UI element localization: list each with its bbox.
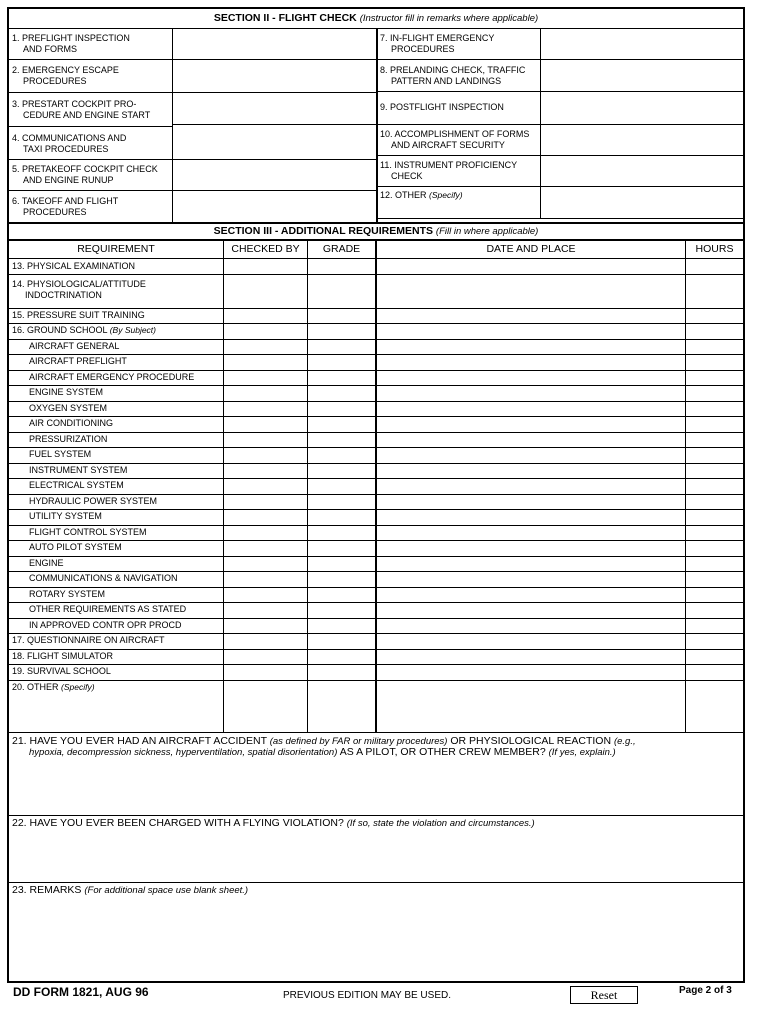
- remarks-field-6[interactable]: [173, 191, 376, 222]
- divider: [9, 416, 743, 417]
- remarks-field-5[interactable]: [173, 160, 376, 190]
- ground-school-subject: FLIGHT CONTROL SYSTEM: [29, 527, 147, 537]
- divider: [9, 258, 743, 259]
- flight-check-item-9: 9. POSTFLIGHT INSPECTION: [380, 102, 504, 112]
- remarks-field-11[interactable]: [541, 156, 743, 186]
- flight-check-item-5: 5. PRETAKEOFF COCKPIT CHECK AND ENGINE RUNUP: [12, 164, 158, 185]
- remarks-field-12[interactable]: [541, 187, 743, 218]
- remarks-field-9[interactable]: [541, 92, 743, 124]
- ground-school-subject: AIRCRAFT GENERAL: [29, 341, 120, 351]
- ground-school-subject: OTHER REQUIREMENTS AS STATED: [29, 604, 187, 614]
- page-number: Page 2 of 3: [679, 985, 732, 996]
- divider: [307, 239, 308, 732]
- divider: [376, 218, 743, 219]
- reset-button[interactable]: Reset: [570, 986, 638, 1004]
- remarks-field-3[interactable]: [173, 93, 376, 124]
- divider: [9, 525, 743, 526]
- divider: [9, 587, 743, 588]
- ground-school-subject: INSTRUMENT SYSTEM: [29, 465, 128, 475]
- ground-school-subject: HYDRAULIC POWER SYSTEM: [29, 496, 158, 506]
- divider: [9, 571, 743, 572]
- ground-school-subject: UTILITY SYSTEM: [29, 511, 102, 521]
- ground-school-subject: AUTO PILOT SYSTEM: [29, 542, 122, 552]
- divider: [9, 447, 743, 448]
- question-23: 23. REMARKS (For additional space use blank sheet.): [12, 884, 249, 896]
- divider: [9, 732, 743, 733]
- divider: [9, 432, 743, 433]
- form-page: [7, 7, 745, 983]
- ground-school-subject: OXYGEN SYSTEM: [29, 403, 108, 413]
- divider: [9, 664, 743, 665]
- question-22-answer[interactable]: [10, 831, 742, 881]
- column-header-grade: GRADE: [322, 243, 361, 255]
- divider: [9, 463, 743, 464]
- column-header-requirement: REQUIREMENT: [77, 243, 155, 255]
- divider: [9, 401, 743, 402]
- divider: [9, 633, 743, 634]
- ground-school-subject: PRESSURIZATION: [29, 434, 108, 444]
- ground-school-subject: ELECTRICAL SYSTEM: [29, 480, 124, 490]
- divider: [9, 540, 743, 541]
- requirement-17: 17. QUESTIONNAIRE ON AIRCRAFT: [12, 635, 165, 645]
- ground-school-subject: AIR CONDITIONING: [29, 418, 114, 428]
- ground-school-subject: AIRCRAFT PREFLIGHT: [29, 356, 127, 366]
- question-21: 21. HAVE YOU EVER HAD AN AIRCRAFT ACCIDENT (as defined by FAR or military procedures) OR PHYSIOLOGICAL REACTION (e.g., hypoxia, decompression sickness, hyperventilation, spatial disorientation) AS A PILOT, OR OTHER CREW MEMBER? (If yes, explain.): [12, 735, 636, 758]
- flight-check-item-1: 1. PREFLIGHT INSPECTION AND FORMS: [12, 33, 130, 54]
- ground-school-subject: ENGINE: [29, 558, 64, 568]
- flight-check-item-4: 4. COMMUNICATIONS AND TAXI PROCEDURES: [12, 133, 127, 154]
- divider: [9, 478, 743, 479]
- form-identifier: DD FORM 1821, AUG 96: [13, 985, 149, 999]
- previous-edition-note: PREVIOUS EDITION MAY BE USED.: [283, 990, 451, 1001]
- divider: [375, 239, 377, 732]
- divider: [376, 28, 378, 222]
- column-header-checked-by: CHECKED BY: [231, 243, 300, 255]
- ground-school-subject: ROTARY SYSTEM: [29, 589, 106, 599]
- divider: [9, 308, 743, 309]
- requirement-14: 14. PHYSIOLOGICAL/ATTITUDE INDOCTRINATION: [12, 279, 146, 300]
- remarks-answer[interactable]: [10, 898, 742, 980]
- divider: [9, 680, 743, 681]
- flight-check-item-2: 2. EMERGENCY ESCAPE PROCEDURES: [12, 65, 119, 86]
- flight-check-item-7: 7. IN-FLIGHT EMERGENCY PROCEDURES: [380, 33, 495, 54]
- requirement-16: 16. GROUND SCHOOL (By Subject): [12, 325, 156, 335]
- flight-check-item-3: 3. PRESTART COCKPIT PRO- CEDURE AND ENGINE START: [12, 99, 151, 120]
- column-header-hours: HOURS: [695, 243, 734, 255]
- ground-school-subject: FUEL SYSTEM: [29, 449, 92, 459]
- question-21-answer[interactable]: [10, 760, 742, 814]
- flight-check-item-8: 8. PRELANDING CHECK, TRAFFIC PATTERN AND LANDINGS: [380, 65, 526, 86]
- remarks-field-4[interactable]: [173, 125, 376, 159]
- ground-school-subject: ENGINE SYSTEM: [29, 387, 104, 397]
- flight-check-item-11: 11. INSTRUMENT PROFICIENCY CHECK: [380, 160, 518, 181]
- remarks-field-2[interactable]: [173, 60, 376, 92]
- divider: [9, 649, 743, 650]
- divider: [9, 494, 743, 495]
- ground-school-subject: IN APPROVED CONTR OPR PROCD: [29, 620, 182, 630]
- requirement-15: 15. PRESSURE SUIT TRAINING: [12, 310, 145, 320]
- divider: [9, 602, 743, 603]
- divider: [9, 126, 172, 127]
- divider: [9, 556, 743, 557]
- requirement-13: 13. PHYSICAL EXAMINATION: [12, 261, 136, 271]
- question-22: 22. HAVE YOU EVER BEEN CHARGED WITH A FLYING VIOLATION? (If so, state the violation and circumstances.): [12, 817, 535, 829]
- flight-check-item-12: 12. OTHER (Specify): [380, 190, 463, 200]
- divider: [9, 815, 743, 816]
- remarks-field-8[interactable]: [541, 60, 743, 91]
- section-3-title: SECTION III - ADDITIONAL REQUIREMENTS (Fill in where applicable): [213, 225, 539, 237]
- section-2-title: SECTION II - FLIGHT CHECK (Instructor fill in remarks where applicable): [213, 12, 539, 24]
- divider: [9, 274, 743, 275]
- divider: [9, 354, 743, 355]
- divider: [9, 882, 743, 883]
- divider: [685, 239, 686, 732]
- divider: [9, 339, 743, 340]
- divider: [9, 323, 743, 324]
- ground-school-subject: AIRCRAFT EMERGENCY PROCEDURE: [29, 372, 195, 382]
- remarks-field-10[interactable]: [541, 125, 743, 155]
- flight-check-item-6: 6. TAKEOFF AND FLIGHT PROCEDURES: [12, 196, 119, 217]
- requirement-20: 20. OTHER (Specify): [12, 682, 95, 692]
- column-header-date-place: DATE AND PLACE: [486, 243, 576, 255]
- requirement-19: 19. SURVIVAL SCHOOL: [12, 666, 111, 676]
- divider: [223, 239, 224, 732]
- ground-school-subject: COMMUNICATIONS & NAVIGATION: [29, 573, 178, 583]
- divider: [9, 509, 743, 510]
- divider: [9, 618, 743, 619]
- requirement-18: 18. FLIGHT SIMULATOR: [12, 651, 114, 661]
- flight-check-item-10: 10. ACCOMPLISHMENT OF FORMS AND AIRCRAFT SECURITY: [380, 129, 530, 150]
- remarks-field-1[interactable]: [173, 29, 376, 59]
- divider: [9, 385, 743, 386]
- divider: [9, 370, 743, 371]
- remarks-field-7[interactable]: [541, 29, 743, 59]
